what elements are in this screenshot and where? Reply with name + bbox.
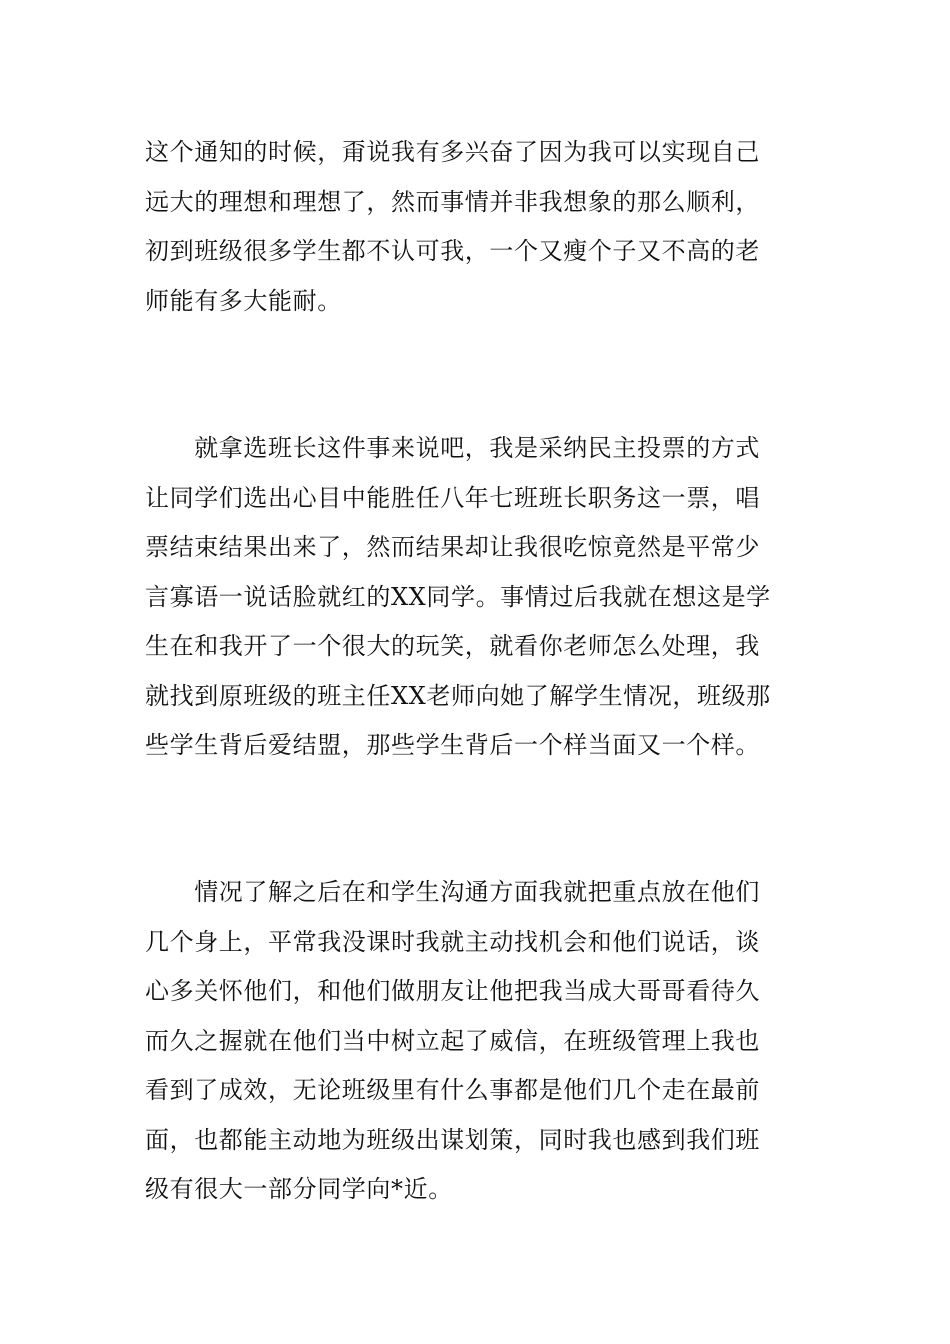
text-line: 情况了解之后在和学生沟通方面我就把重点放在他们 xyxy=(145,878,760,906)
text-line: 票结束结果出来了，然而结果却让我很吃惊竟然是平常少 xyxy=(145,533,760,561)
text-line: 而久之握就在他们当中树立起了威信，在班级管理上我也 xyxy=(145,1026,760,1055)
text-line: 心多关怀他们，和他们做朋友让他把我当成大哥哥看待久 xyxy=(145,977,760,1005)
text-line: 看到了成效，无论班级里有什么事都是他们几个走在最前 xyxy=(145,1076,760,1104)
text-line: 生在和我开了一个很大的玩笑，就看你老师怎么处理，我 xyxy=(145,632,760,660)
paragraph-2 xyxy=(145,424,825,771)
text-line: 言寡语一说话脸就红的XX同学。事情过后我就在想这是学 xyxy=(145,582,771,611)
text-line: 就找到原班级的班主任XX老师向她了解学生情况，班级那 xyxy=(145,681,771,710)
text-line: 就拿选班长这件事来说吧，我是采纳民主投票的方式 xyxy=(145,434,760,462)
paragraph-1 xyxy=(145,128,825,326)
text-line: 些学生背后爱结盟，那些学生背后一个样当面又一个样。 xyxy=(145,731,760,759)
text-line: 初到班级很多学生都不认可我，一个又瘦个子又不高的老 xyxy=(145,237,760,265)
text-line: 面，也都能主动地为班级出谋划策，同时我也感到我们班 xyxy=(145,1125,760,1154)
text-line: 让同学们选出心目中能胜任八年七班班长职务这一票，唱 xyxy=(145,483,760,512)
text-line: 师能有多大能耐。 xyxy=(145,286,342,315)
text-line: 这个通知的时候，甭说我有多兴奋了因为我可以实现自己 xyxy=(145,138,760,166)
text-line: 远大的理想和理想了，然而事情并非我想象的那么顺利， xyxy=(145,187,760,216)
text-line: 级有很大一部分同学向*近。 xyxy=(145,1175,453,1203)
text-line: 几个身上，平常我没课时我就主动找机会和他们说话，谈 xyxy=(145,927,760,956)
paragraph-3 xyxy=(145,868,825,1215)
